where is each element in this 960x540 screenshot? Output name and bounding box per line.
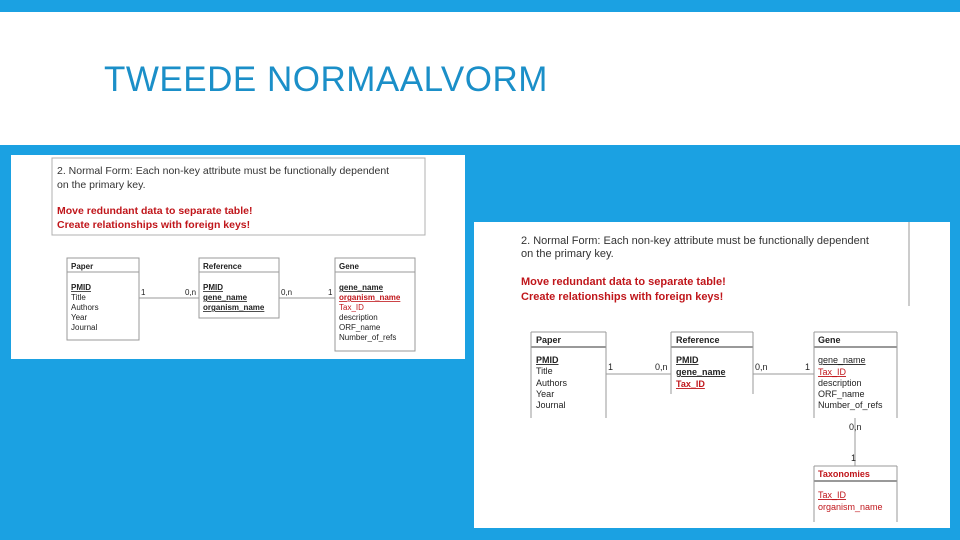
slide-title: TWEEDE NORMAALVORM [104, 60, 548, 99]
table-field: Title [71, 293, 86, 302]
table-field: gene_name [203, 293, 248, 302]
instruction-line-2: Create relationships with foreign keys! [521, 291, 724, 303]
table-header: Taxonomies [818, 469, 870, 479]
diagram-left-panel [11, 155, 465, 359]
table-field: Year [536, 389, 555, 399]
diagram-right-svg [474, 222, 950, 528]
definition-line-2: on the primary key. [57, 179, 146, 191]
table-field: description [339, 313, 378, 322]
cardinality-label: 0,n [655, 362, 668, 372]
cardinality-label: 0,n [185, 288, 197, 297]
table-field: Number_of_refs [339, 333, 397, 342]
table-gene [814, 332, 897, 418]
table-header: Reference [676, 335, 720, 345]
instruction-line-1: Move redundant data to separate table! [57, 205, 253, 217]
table-header: Reference [203, 262, 242, 271]
cardinality-label: 1 [805, 362, 811, 372]
cardinality-label: 1 [851, 453, 857, 463]
table-field: gene_name [676, 367, 726, 377]
table-field: Authors [536, 378, 568, 388]
table-field: description [818, 378, 862, 388]
definition-line-1: 2. Normal Form: Each non-key attribute must be functionally dependent [521, 235, 869, 247]
table-field: ORF_name [339, 323, 381, 332]
cardinality-label: 1 [328, 288, 333, 297]
table-reference [199, 258, 279, 318]
table-paper [531, 332, 606, 418]
table-field: PMID [71, 283, 91, 292]
table-taxonomies [814, 466, 897, 522]
table-field: organism_name [339, 293, 401, 302]
instruction-line-2: Create relationships with foreign keys! [57, 219, 251, 231]
cardinality-label: 1 [608, 362, 614, 372]
table-header: Gene [818, 335, 841, 345]
table-field: ORF_name [818, 389, 865, 399]
table-field: PMID [676, 355, 699, 365]
table-field: organism_name [203, 303, 265, 312]
table-field: Title [536, 366, 553, 376]
table-field: Tax_ID [818, 367, 847, 377]
definition-line-1: 2. Normal Form: Each non-key attribute must be functionally dependent [57, 165, 390, 177]
cardinality-label: 1 [141, 288, 146, 297]
table-header: Gene [339, 262, 360, 271]
table-field: Tax_ID [676, 379, 705, 389]
table-reference [671, 332, 753, 394]
table-field: PMID [536, 355, 559, 365]
table-header: Paper [536, 335, 562, 345]
table-header: Paper [71, 262, 94, 271]
table-field: Tax_ID [818, 490, 847, 500]
table-field: Number_of_refs [818, 400, 883, 410]
table-gene [335, 258, 415, 351]
top-accent-bar [0, 0, 960, 12]
table-field: organism_name [818, 502, 883, 512]
table-field: Journal [71, 323, 98, 332]
cardinality-label: 0,n [849, 422, 862, 432]
table-field: Tax_ID [339, 303, 364, 312]
table-field: Authors [71, 303, 99, 312]
instruction-line-1: Move redundant data to separate table! [521, 276, 726, 288]
cardinality-label: 0,n [281, 288, 293, 297]
table-field: gene_name [818, 355, 866, 365]
table-field: gene_name [339, 283, 384, 292]
cardinality-label: 0,n [755, 362, 768, 372]
table-field: Journal [536, 400, 566, 410]
definition-line-2: on the primary key. [521, 248, 614, 260]
table-field: PMID [203, 283, 223, 292]
diagram-left-svg [11, 155, 465, 359]
diagram-right-panel [474, 222, 950, 528]
table-paper [67, 258, 139, 340]
table-field: Year [71, 313, 88, 322]
